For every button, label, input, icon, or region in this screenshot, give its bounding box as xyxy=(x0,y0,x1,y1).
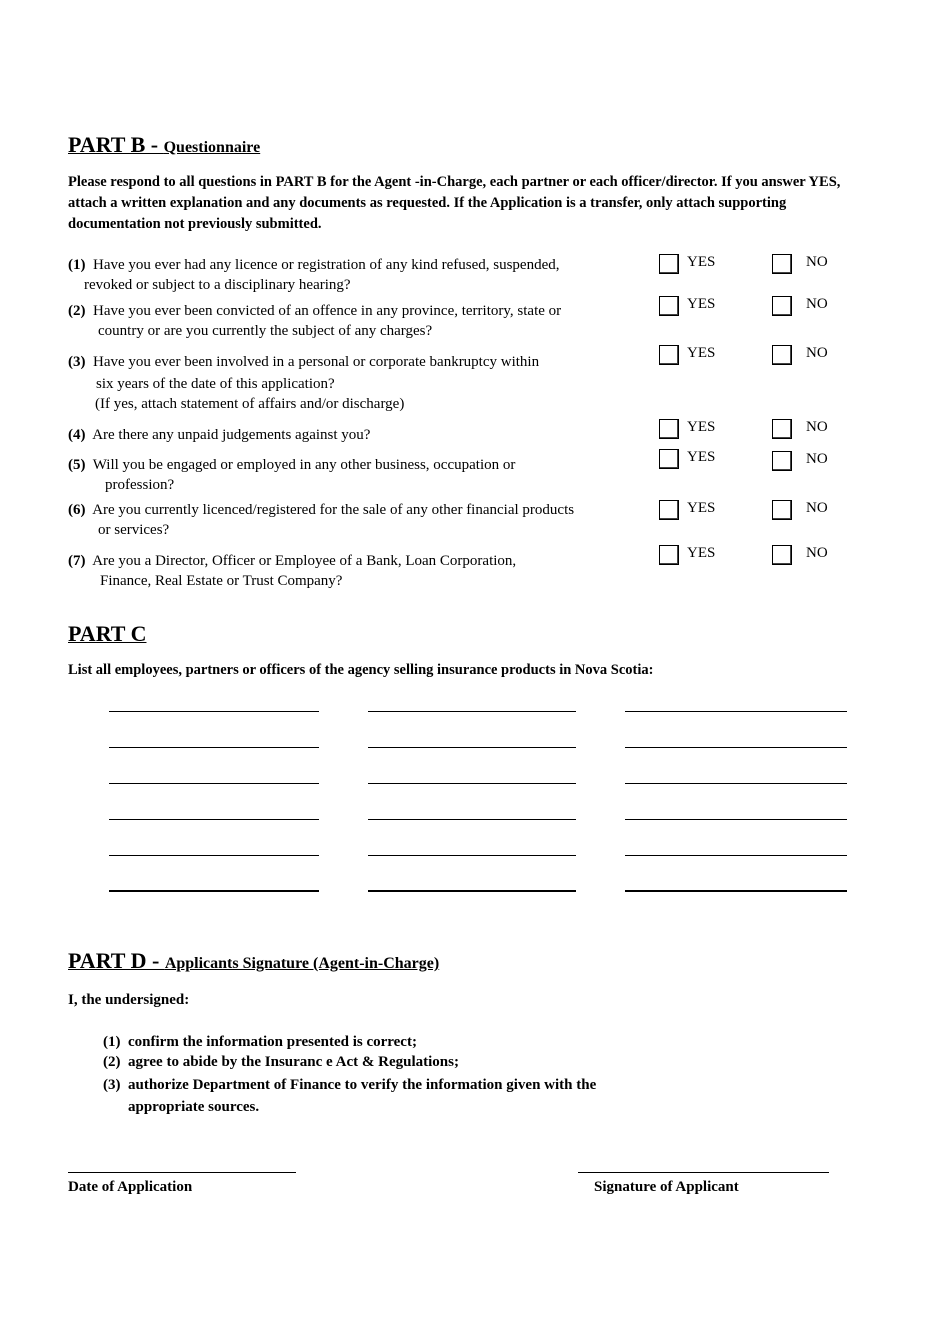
question-text-cont: country or are you currently the subject of any charges? xyxy=(98,323,433,339)
part-d-title: PART D - xyxy=(68,948,165,973)
question-text-cont: Finance, Real Estate or Trust Company? xyxy=(100,573,343,589)
question-number: (6) xyxy=(68,502,86,518)
q4-no-checkbox[interactable] xyxy=(772,419,828,439)
q3-yes-checkbox[interactable] xyxy=(659,345,715,365)
question-text: Are there any unpaid judgements against you? xyxy=(92,427,371,443)
part-c-heading xyxy=(68,621,146,647)
no-label: NO xyxy=(806,545,828,561)
question-text: Are you currently licenced/registered for the sale of any other financial products xyxy=(92,502,575,518)
no-label: NO xyxy=(806,296,828,312)
employee-name-line[interactable] xyxy=(109,855,319,856)
checkbox-icon xyxy=(772,254,792,274)
part-b-instructions: Please respond to all questions in PART B for the Agent -in-Charge, each partner or each officer/director. If you answer YES, attach a written explanation and any documents as requested. If the Application is a transfer, only attach supporting documentation not previously submitted. xyxy=(68,174,841,232)
checkbox-icon xyxy=(772,451,792,471)
employee-name-line[interactable] xyxy=(625,783,847,784)
question-6 xyxy=(68,500,648,540)
employee-name-line[interactable] xyxy=(625,890,847,892)
no-label: NO xyxy=(806,254,828,270)
no-label: NO xyxy=(806,451,828,467)
question-text: Have you ever been convicted of an offence in any province, territory, state or xyxy=(93,303,562,319)
employee-name-line[interactable] xyxy=(109,747,319,748)
checkbox-icon xyxy=(659,500,679,520)
employee-name-line[interactable] xyxy=(625,747,847,748)
declaration-number: (3) xyxy=(103,1077,121,1093)
question-text-cont: or services? xyxy=(98,522,170,538)
employee-name-line[interactable] xyxy=(368,783,576,784)
employee-name-line[interactable] xyxy=(625,819,847,820)
employee-name-line[interactable] xyxy=(109,819,319,820)
checkbox-icon xyxy=(772,500,792,520)
question-number: (2) xyxy=(68,303,86,319)
yes-label: YES xyxy=(687,419,716,435)
declaration-item-2 xyxy=(103,1054,703,1071)
no-label: NO xyxy=(806,500,828,516)
part-c-instructions: List all employees, partners or officers of the agency selling insurance products in Nova Scotia: xyxy=(68,662,654,678)
question-2 xyxy=(68,301,648,341)
signature-line[interactable] xyxy=(578,1172,829,1173)
declaration-item-3 xyxy=(103,1074,723,1118)
checkbox-icon xyxy=(772,296,792,316)
employee-name-line[interactable] xyxy=(368,747,576,748)
signature-label: Signature of Applicant xyxy=(594,1179,739,1195)
part-d-intro: I, the undersigned: xyxy=(68,992,190,1008)
declaration-text: agree to abide by the Insuranc e Act & Regulations; xyxy=(128,1054,459,1070)
date-line[interactable] xyxy=(68,1172,296,1173)
q6-yes-checkbox[interactable] xyxy=(659,500,715,520)
employee-name-line[interactable] xyxy=(625,855,847,856)
yes-label: YES xyxy=(687,254,716,270)
question-text: Are you a Director, Officer or Employee of a Bank, Loan Corporation, xyxy=(92,553,517,569)
yes-label: YES xyxy=(687,449,716,465)
declaration-text: authorize Department of Finance to verify the information given with the xyxy=(128,1077,597,1093)
no-label: NO xyxy=(806,345,828,361)
employee-name-line[interactable] xyxy=(368,711,576,712)
question-3 xyxy=(68,351,648,414)
checkbox-icon xyxy=(659,296,679,316)
declaration-text-cont: appropriate sources. xyxy=(128,1099,260,1115)
declaration-number: (1) xyxy=(103,1034,121,1050)
question-text-cont: profession? xyxy=(105,477,175,493)
checkbox-icon xyxy=(659,419,679,439)
employee-name-line[interactable] xyxy=(625,711,847,712)
yes-label: YES xyxy=(687,500,716,516)
q3-no-checkbox[interactable] xyxy=(772,345,828,365)
question-number: (4) xyxy=(68,427,86,443)
question-text: Have you ever been involved in a personal or corporate bankruptcy within xyxy=(93,354,540,370)
yes-label: YES xyxy=(687,296,716,312)
question-text: Have you ever had any licence or registration of any kind refused, suspended, xyxy=(93,257,560,273)
question-number: (1) xyxy=(68,257,86,273)
declaration-number: (2) xyxy=(103,1054,121,1070)
employee-name-line[interactable] xyxy=(368,819,576,820)
q2-no-checkbox[interactable] xyxy=(772,296,828,316)
part-c-title: PART C xyxy=(68,621,147,646)
part-b-subtitle: Questionnaire xyxy=(163,139,261,156)
question-number: (7) xyxy=(68,553,86,569)
question-text: Will you be engaged or employed in any other business, occupation or xyxy=(92,457,516,473)
question-number: (3) xyxy=(68,354,86,370)
declaration-text: confirm the information presented is correct; xyxy=(128,1034,417,1050)
question-text-cont: revoked or subject to a disciplinary hearing? xyxy=(84,277,351,293)
q7-no-checkbox[interactable] xyxy=(772,545,828,565)
q2-yes-checkbox[interactable] xyxy=(659,296,715,316)
question-7 xyxy=(68,551,648,591)
q4-yes-checkbox[interactable] xyxy=(659,419,715,439)
question-note: (If yes, attach statement of affairs and/or discharge) xyxy=(95,396,405,412)
declaration-item-1 xyxy=(103,1034,703,1051)
checkbox-icon xyxy=(772,545,792,565)
question-number: (5) xyxy=(68,457,86,473)
question-4 xyxy=(68,425,648,445)
employee-name-line[interactable] xyxy=(109,711,319,712)
part-d-subtitle: Applicants Signature (Agent-in-Charge) xyxy=(164,955,440,972)
date-label: Date of Application xyxy=(68,1179,193,1195)
question-1 xyxy=(68,255,648,295)
yes-label: YES xyxy=(687,545,716,561)
q1-no-checkbox[interactable] xyxy=(772,254,828,274)
q1-yes-checkbox[interactable] xyxy=(659,254,715,274)
employee-name-line[interactable] xyxy=(368,890,576,892)
part-b-title: PART B - xyxy=(68,132,164,157)
part-b-heading xyxy=(68,132,260,158)
q5-yes-checkbox[interactable] xyxy=(659,449,715,469)
part-d-heading xyxy=(68,948,439,974)
q5-no-checkbox[interactable] xyxy=(772,451,828,471)
question-text-cont: six years of the date of this application? xyxy=(96,376,335,392)
q7-yes-checkbox[interactable] xyxy=(659,545,715,565)
employee-name-line[interactable] xyxy=(109,783,319,784)
checkbox-icon xyxy=(659,545,679,565)
checkbox-icon xyxy=(659,345,679,365)
checkbox-icon xyxy=(772,345,792,365)
yes-label: YES xyxy=(687,345,716,361)
employee-name-line[interactable] xyxy=(368,855,576,856)
question-5 xyxy=(68,455,648,495)
no-label: NO xyxy=(806,419,828,435)
checkbox-icon xyxy=(659,254,679,274)
checkbox-icon xyxy=(659,449,679,469)
checkbox-icon xyxy=(772,419,792,439)
employee-name-line[interactable] xyxy=(109,890,319,892)
q6-no-checkbox[interactable] xyxy=(772,500,828,520)
